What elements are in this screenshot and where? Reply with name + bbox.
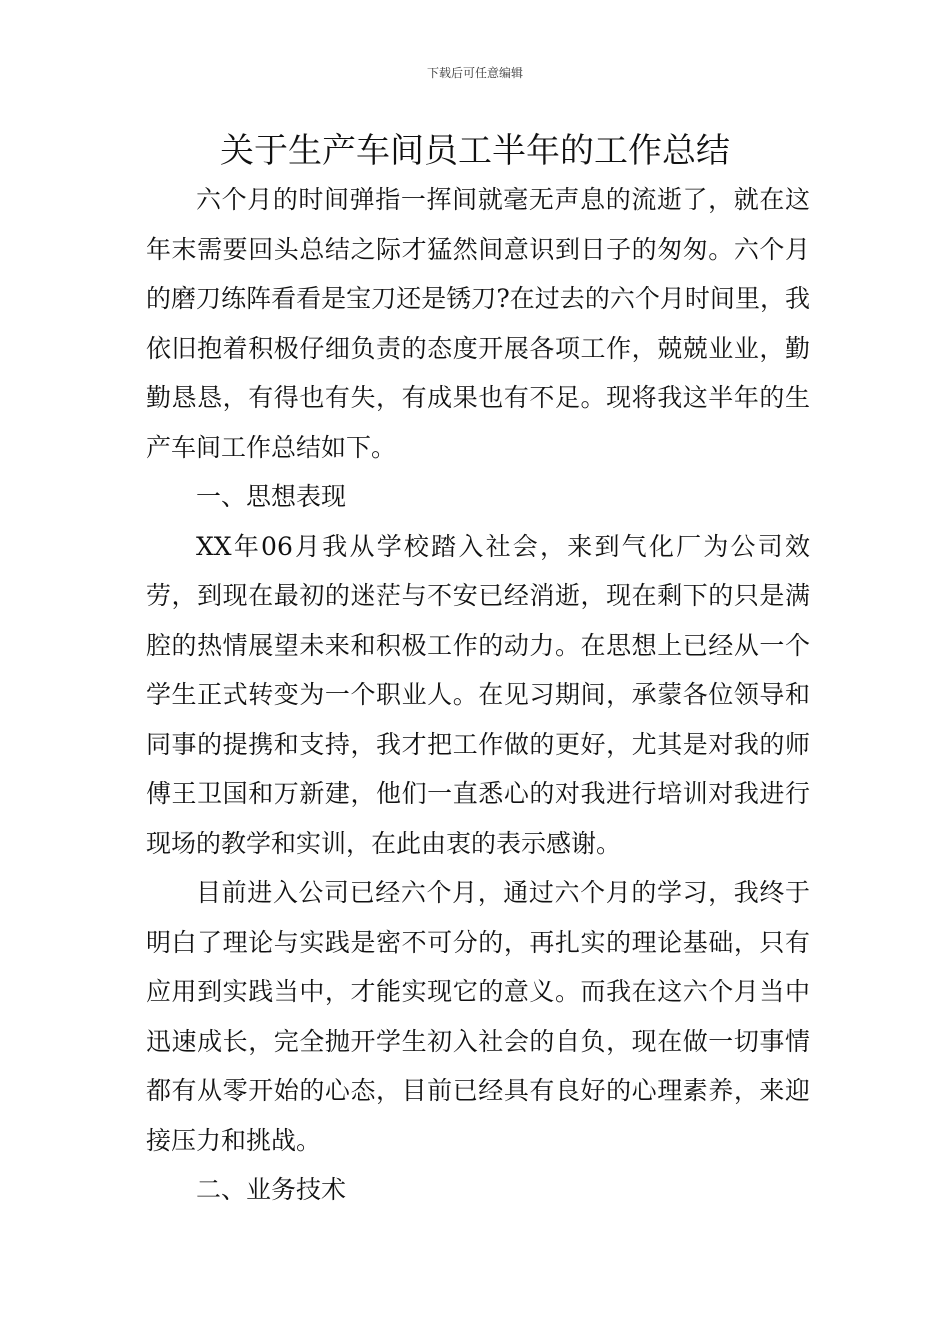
section-heading-skills: 二、业务技术 (196, 1175, 347, 1204)
paragraph-thought-1: XX年06月我从学校踏入社会，来到气化厂为公司效劳，到现在最初的迷茫与不安已经消逝，现在剩下的只是满腔的热情展望未来和积极工作的动力。在思想上已经从一个学生正式转变为一个职业人。在见习期间，承蒙各位领导和同事的提携和支持，我才把工作做的更好，尤其是对我的师傅王卫国和万新建，他们一直悉心的对我进行培训对我进行现场的教学和实训，在此由衷的表示感谢。 (146, 531, 810, 858)
document-title: 关于生产车间员工半年的工作总结 (220, 131, 730, 171)
paragraph-intro: 六个月的时间弹指一挥间就毫无声息的流逝了，就在这年末需要回头总结之际才猛然间意识到日子的匆匆。六个月的磨刀练阵看看是宝刀还是锈刀?在过去的六个月时间里，我依旧抱着积极仔细负责的态度开展各项工作，兢兢业业，勤勤恳恳，有得也有失，有成果也有不足。现将我这半年的生产车间工作总结如下。 (146, 185, 810, 462)
section-heading-thought: 一、思想表现 (196, 482, 347, 511)
document-body (146, 175, 810, 1215)
paragraph-thought-2: 目前进入公司已经六个月，通过六个月的学习，我终于明白了理论与实践是密不可分的，再扎实的理论基础，只有应用到实践当中，才能实现它的意义。而我在这六个月当中迅速成长，完全抛开学生初入社会的自负，现在做一切事情都有从零开始的心态，目前已经具有良好的心理素养，来迎接压力和挑战。 (146, 878, 810, 1155)
header-note: 下载后可任意编辑 (426, 66, 523, 80)
